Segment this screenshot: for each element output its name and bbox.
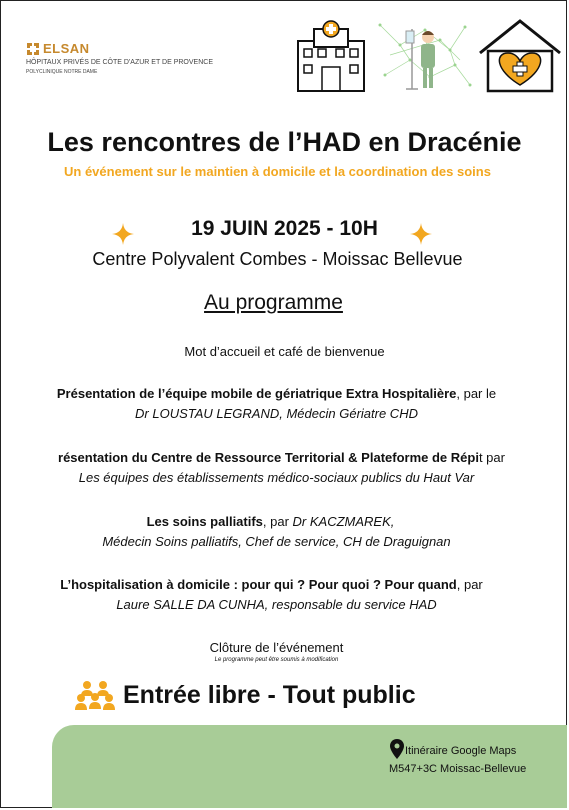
map-pin-icon	[390, 739, 404, 759]
elsan-logo-mark-icon	[26, 42, 40, 56]
brand-name: ELSAN	[43, 41, 90, 56]
program-item-2-suffix: t par	[478, 450, 505, 465]
entry-text: Entrée libre - Tout public	[123, 681, 416, 709]
program-item-4-speaker: Laure SALLE DA CUNHA, responsable du service HAD	[116, 597, 437, 612]
program-welcome: Mot d’accueil et café de bienvenue	[184, 344, 385, 359]
program-note: Le programme peut être soumis à modification	[214, 657, 339, 663]
program-item-1	[0, 386, 561, 401]
program-item-1-title: Présentation de l’équipe mobile de gériatrique Extra Hospitalière	[56, 386, 457, 401]
hospital-icon	[298, 21, 364, 91]
header-illustration	[290, 15, 562, 97]
google-maps-link[interactable]: Itinéraire Google Maps	[405, 745, 517, 757]
program-item-3-doctor: Dr KACZMAREK,	[292, 514, 395, 529]
page-title: Les rencontres de l’HAD en Dracénie	[47, 127, 522, 157]
program-item-2-title: résentation du Centre de Ressource Territorial & Plateforme de Répi	[58, 450, 479, 465]
program-item-4	[0, 577, 556, 592]
plus-code: M547+3C Moissac-Bellevue	[389, 763, 527, 775]
program-item-1-speaker: Dr LOUSTAU LEGRAND, Médecin Gériatre CHD	[135, 406, 418, 421]
program-item-2-speaker: Les équipes des établissements médico-sociaux publics du Haut Var	[78, 470, 475, 485]
program-item-3-mid: , par	[262, 514, 293, 529]
brand-subtitle: HÔPITAUX PRIVÉS DE CÔTE D'AZUR ET DE PROVENCE	[26, 59, 213, 66]
home-heart-icon	[480, 21, 560, 91]
page-subtitle: Un événement sur le maintien à domicile et la coordination des soins	[64, 164, 491, 179]
program-heading: Au programme	[204, 291, 343, 314]
event-date: 19 JUIN 2025 - 10H	[191, 217, 378, 240]
program-item-4-title: L’hospitalisation à domicile : pour qui ? Pour quoi ? Pour quand	[60, 577, 457, 592]
program-closing: Clôture de l’événement	[209, 640, 344, 655]
program-item-1-suffix: , par le	[456, 386, 497, 401]
program-item-3	[0, 514, 555, 529]
program-item-2	[0, 450, 566, 465]
program-item-4-suffix: , par	[456, 577, 483, 592]
brand-subtitle-2: POLYCLINIQUE NOTRE DAME	[26, 69, 98, 75]
event-venue: Centre Polyvalent Combes - Moissac Bellevue	[92, 249, 463, 269]
people-group-icon	[75, 680, 115, 710]
program-item-3-speaker: Médecin Soins palliatifs, Chef de service, CH de Draguignan	[102, 534, 451, 549]
program-item-3-title: Les soins palliatifs	[146, 514, 263, 529]
entry-banner	[75, 680, 416, 715]
